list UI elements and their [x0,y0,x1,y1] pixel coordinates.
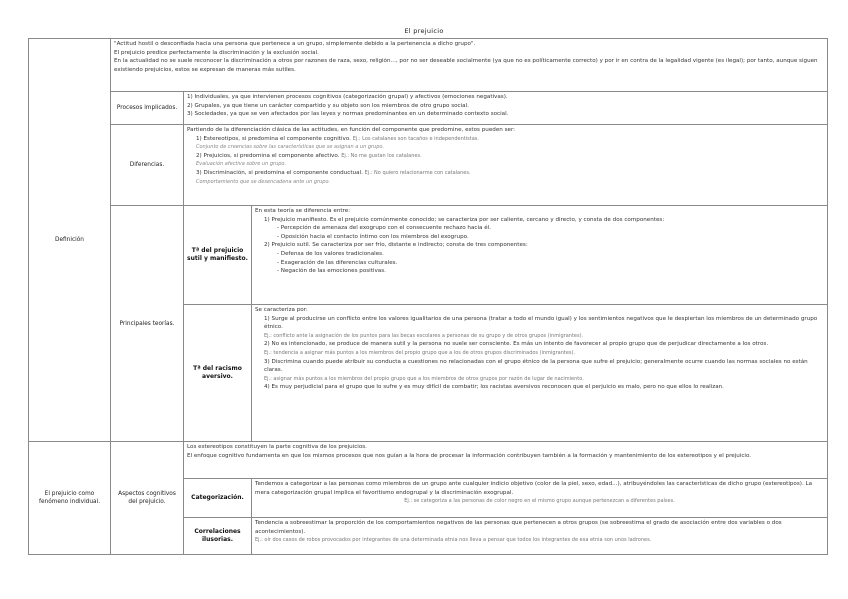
procesos-content [184,92,828,125]
summary-table [28,38,828,555]
aversivo-intro: Se caracteriza por: [255,307,308,313]
definicion-intro-row [29,39,828,92]
aversivo-label: Tª del racismo aversivo. [184,305,252,442]
sutil-line: 1) Prejuicio manifiesto. Es el prejuicio comúnmente conocido; se caracteriza por ser caliente, cercano y directo, y consta de dos componentes: [264,216,665,223]
procesos-item: 1) Individuales, ya que intervienen procesos cognitivos (categorización grupal) y afectivos (emociones negativas). [187,94,508,100]
aversivo-content [252,305,828,442]
diferencias-note: Evaluación afectiva sobre un grupo. [196,161,287,168]
correlaciones-label: Correlaciones ilusorias. [184,518,252,555]
item-text: 3) Discriminación, si predomina el componente conductual. [196,169,363,176]
categorizacion-content [252,479,828,518]
diferencias-note: Conjunto de creencias sobre las características que se asignan a un grupo. [196,144,385,151]
categorizacion-example: Ej.: se categoriza a las personas de color negro en el mismo grupo aunque pertenezcan a diferentes países. [404,498,675,505]
diferencias-item [187,135,824,144]
diferencias-row [29,125,828,206]
aversivo-example: Ej.: tendencia a asignar más puntos a los miembros del propio grupo que a los de otros grupos discriminados (inmigrantes). [264,349,576,356]
aversivo-point: 1) Surge al producirse un conflicto entre los valores igualitarios de una persona (tratar a todo el mundo igual) y los sentimientos negativos que le despiertan los miembros de un determinado grupo étnico. [264,315,818,331]
teoria-sutil-row [29,206,828,305]
intro-line: El prejuicio predice perfectamente la discriminación y la exclusión social. [114,49,319,56]
sutil-line: - Percepción de amenaza del exogrupo con el consecuente rechazo hacia él. [277,225,492,232]
aversivo-point: 3) Discrimina cuando puede atribuir su conducta a cuestiones no relacionadas con el grupo étnico de la persona que sufre el prejuicio; generalmente ocurre cuando las normas sociales no están claras. [264,358,808,374]
diferencias-label: Diferencias. [111,125,184,206]
aversivo-example: Ej.: asignar más puntos a los miembros del propio grupo que a los miembros de otros grupos por razón de lugar de nacimiento. [264,375,584,382]
fenomeno-header: El prejuicio como fenómeno individual. [29,442,111,555]
diferencias-note: Comportamiento que se desencadena ante un grupo. [196,178,331,185]
categorizacion-label: Categorización. [184,479,252,518]
definicion-header: Definición [29,39,111,442]
aversivo-point: 2) No es intencionado, se produce de manera sutil y la persona no suele ser consciente. Es más un intento de favorecer al propio grupo que de perjudicar directamente a los otros. [264,341,769,348]
diferencias-item [187,152,824,161]
correlaciones-content [252,518,828,555]
procesos-label: Procesos implicados. [111,92,184,125]
aspectos-intro [184,442,828,479]
intro-line: En la actualidad no se suele reconocer la discriminación a otros por razones de raza, sexo, religión..., por no ser deseable socialmente (ya que no es políticamente correcto) y por ir en contra de la legalidad vigente (es ilegal); por tanto, aunque siguen existiendo prejuicios, estos se expresan de maneras más sutiles. [114,58,818,73]
sutil-label: Tª del prejuicio sutil y manifiesto. [184,206,252,305]
procesos-item: 3) Sociedades, ya que se ven afectados por las leyes y normas predominantes en un determinado contexto social. [187,111,509,118]
diferencias-content [184,125,828,206]
categorizacion-text: Tendemos a categorizar a las personas como miembros de un grupo ante cualquier indicio objetivo (color de la piel, sexo, edad...), atribuyéndoles las características de dicho grupo (estereotipos). La mera categorización grupal implica el favoritismo endogrupal y la discriminación exogrupal. [255,481,813,496]
procesos-row [29,92,828,125]
correlaciones-example: Ej.: oír dos casos de robos provocados por integrantes de una determinada etnia nos lleva a pensar que todos los integrantes de esa etnia son unos ladrones. [255,537,652,544]
aspectos-label: Aspectos cognitivos del prejuicio. [111,442,184,555]
diferencias-item [187,169,824,178]
sutil-line: - Negación de las emociones positivas. [277,268,386,275]
fenomeno-intro-row [29,442,828,479]
sutil-line: - Exageración de las diferencias culturales. [277,259,398,266]
item-text: 2) Prejuicios, si predomina el componente afectivo. [196,152,340,159]
diferencias-intro: Partiendo de la diferenciación clásica de las actitudes, en función del componente que predomine, estos pueden ser: [187,127,516,133]
sutil-line: - Defensa de los valores tradicionales. [277,250,384,257]
aversivo-point: 4) Es muy perjudicial para el grupo que lo sufre y es muy difícil de combatir; los racistas aversivos reconocen que el perjuicio es malo, pero no que ellos lo realizan. [264,384,724,391]
item-example: Ej.: No me gustan los catalanes. [341,152,422,159]
item-text: 1) Estereotipos, si predomina el componente cognitivo. [196,135,351,142]
correlaciones-text: Tendencia a sobreestimar la proporción de los comportamientos negativos de las personas que pertenecen a otros grupos (se sobreestima el grado de asociación entre dos variables o dos acontecimientos). [255,520,782,535]
item-example: Ej.: No quiero relacionarme con catalanes. [364,169,471,176]
aspectos-line: Los estereotipos constituyen la parte cognitiva de los prejuicios. [187,444,367,450]
aversivo-example: Ej.: conflicto ante la asignación de los puntos para las becas escolares a personas de su grupo y de otros grupos (inmigrantes). [264,332,584,339]
item-example: Ej.: Los catalanes son tacaños e independentistas. [352,135,479,142]
intro-line: "Actitud hostil o desconfiada hacia una persona que pertenece a un grupo, simplemente debido a la pertenencia a dicho grupo". [114,41,476,47]
sutil-content [252,206,828,305]
aspectos-line: El enfoque cognitivo fundamenta en que los mismos procesos que nos guían a la hora de procesar la información contribuyen también a la formación y mantenimiento de los estereotipos y el prejuicio. [187,452,752,459]
definicion-intro [111,39,828,92]
sutil-line: En esta teoría se diferencia entre: [255,208,351,214]
page-title: El prejuicio [404,27,444,35]
procesos-item: 2) Grupales, ya que tiene un carácter compartido y su objeto son los miembros de otro grupo social. [187,102,469,109]
teorias-label: Principales teorías. [111,206,184,442]
sutil-line: - Oposición hacia el contacto íntimo con los miembros del exogrupo. [277,233,469,240]
sutil-line: 2) Prejuicio sutil. Se caracteriza por ser frío, distante e indirecto; consta de tres componentes: [264,242,528,249]
